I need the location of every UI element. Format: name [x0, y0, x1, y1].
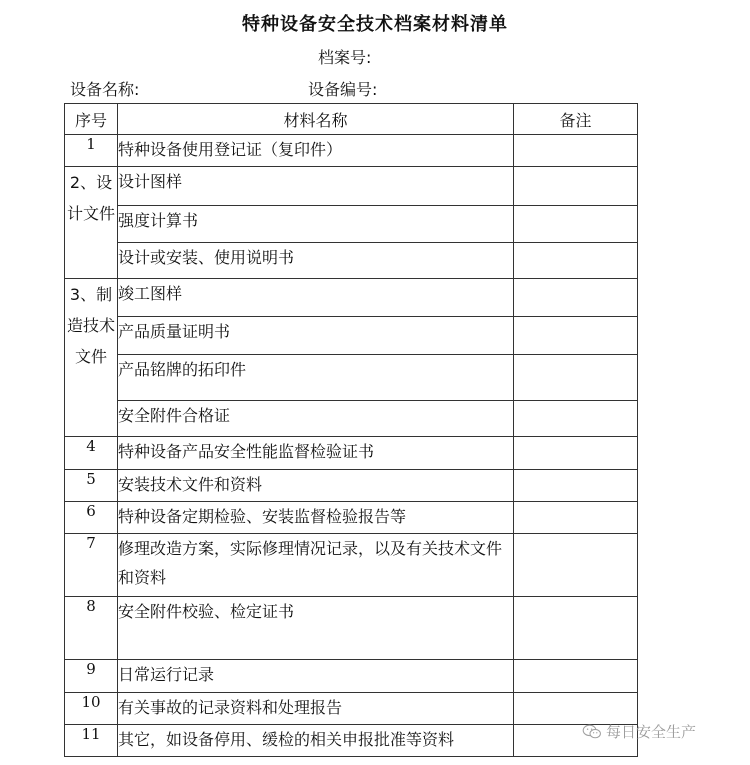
table-row	[65, 401, 638, 437]
remarks-cell	[514, 206, 638, 243]
row-number: 10	[65, 693, 118, 725]
row-number: 5	[65, 470, 118, 502]
watermark	[582, 721, 696, 742]
materials-table	[64, 103, 638, 757]
remarks-cell	[514, 317, 638, 355]
material-name: 设计或安装、使用说明书	[118, 243, 514, 279]
device-name-label: 设备名称:	[70, 80, 140, 99]
material-name: 安全附件校验、检定证书	[118, 597, 514, 660]
header-number: 序号	[65, 104, 118, 135]
remarks-cell	[514, 502, 638, 534]
table-row	[65, 597, 638, 660]
row-number: 6	[65, 502, 118, 534]
table-header-row	[65, 104, 638, 135]
remarks-cell	[514, 401, 638, 437]
remarks-cell	[514, 470, 638, 502]
material-name: 特种设备定期检验、安装监督检验报告等	[118, 502, 514, 534]
table-row	[65, 534, 638, 597]
material-name: 特种设备产品安全性能监督检验证书	[118, 437, 514, 470]
wechat-icon	[582, 724, 602, 740]
material-name: 有关事故的记录资料和处理报告	[118, 693, 514, 725]
table-row	[65, 317, 638, 355]
watermark-text: 每日安全生产	[606, 723, 697, 741]
group-design-files: 2、设计文件	[65, 167, 118, 279]
table-row	[65, 693, 638, 725]
row-number: 9	[65, 660, 118, 693]
material-name: 设计图样	[118, 167, 514, 206]
material-name: 日常运行记录	[118, 660, 514, 693]
material-name: 产品质量证明书	[118, 317, 514, 355]
table-row	[65, 470, 638, 502]
remarks-cell	[514, 135, 638, 167]
material-name: 安全附件合格证	[118, 401, 514, 437]
header-remarks: 备注	[514, 104, 638, 135]
remarks-cell	[514, 279, 638, 317]
header-material-name: 材料名称	[118, 104, 514, 135]
remarks-cell	[514, 597, 638, 660]
table-row	[65, 660, 638, 693]
material-name: 特种设备使用登记证（复印件）	[118, 135, 514, 167]
table-row	[65, 135, 638, 167]
remarks-cell	[514, 355, 638, 401]
material-name: 强度计算书	[118, 206, 514, 243]
remarks-cell	[514, 437, 638, 470]
group-manufacturing-files: 3、制造技术文件	[65, 279, 118, 437]
remarks-cell	[514, 167, 638, 206]
row-number: 4	[65, 437, 118, 470]
remarks-cell	[514, 693, 638, 725]
table-row	[65, 206, 638, 243]
table-row	[65, 355, 638, 401]
remarks-cell	[514, 660, 638, 693]
material-name: 修理改造方案，实际修理情况记录，以及有关技术文件和资料	[118, 534, 514, 597]
material-name: 安装技术文件和资料	[118, 470, 514, 502]
document-title: 特种设备安全技术档案材料清单	[242, 14, 508, 35]
table-row	[65, 437, 638, 470]
row-number: 8	[65, 597, 118, 660]
table-row	[65, 279, 638, 317]
row-number: 1	[65, 135, 118, 167]
table-row	[65, 167, 638, 206]
device-number-label: 设备编号:	[308, 80, 378, 99]
table-row	[65, 502, 638, 534]
material-name: 其它，如设备停用、缓检的相关申报批准等资料	[118, 725, 514, 757]
table-row	[65, 243, 638, 279]
archive-number-label: 档案号:	[318, 48, 372, 67]
material-name: 产品铭牌的拓印件	[118, 355, 514, 401]
row-number: 7	[65, 534, 118, 597]
row-number: 11	[65, 725, 118, 757]
table-row	[65, 725, 638, 757]
material-name: 竣工图样	[118, 279, 514, 317]
remarks-cell	[514, 534, 638, 597]
remarks-cell	[514, 243, 638, 279]
